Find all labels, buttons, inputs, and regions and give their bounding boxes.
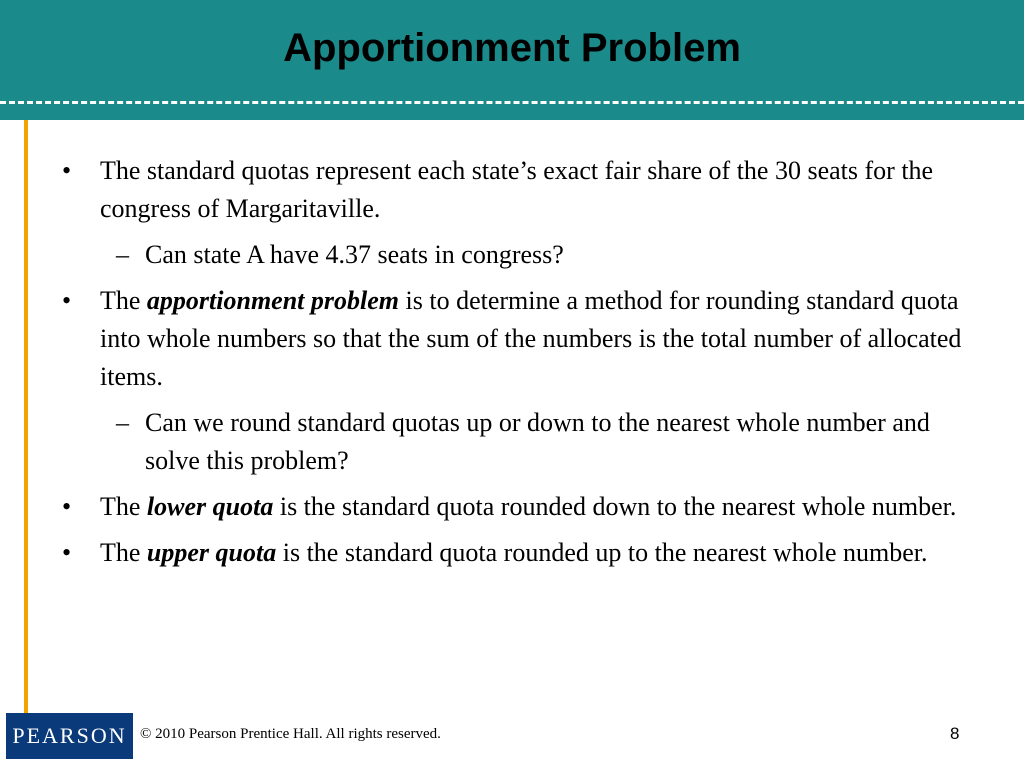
sub-bullet-text: Can state A have 4.37 seats in congress?	[145, 240, 564, 269]
logo-text: PEARSON	[12, 723, 127, 748]
bullet-apportionment-problem	[0, 282, 1024, 396]
bullet-text-lead: The	[100, 492, 147, 521]
bullet-marker: •	[62, 492, 72, 521]
term-lower-quota: lower quota	[146, 492, 274, 521]
slide-body	[0, 152, 1024, 580]
dash-marker: –	[116, 240, 129, 269]
sub-bullet-round-question	[0, 404, 1024, 480]
bullet-standard-quotas	[0, 152, 1024, 228]
copyright-notice: © 2010 Pearson Prentice Hall. All rights reserved.	[140, 726, 441, 742]
dash-marker: –	[116, 408, 129, 437]
bullet-text-lead: The	[100, 286, 147, 315]
bullet-upper-quota	[0, 534, 1024, 572]
page-number: 8	[950, 724, 960, 743]
bullet-text-rest: is the standard quota rounded down to the nearest whole number.	[273, 492, 957, 521]
bullet-marker: •	[62, 538, 72, 567]
bullet-marker: •	[62, 156, 72, 185]
bullet-text-rest: is to determine a method for rounding standard quota into whole numbers so that the sum of the numbers is the total number of allocated items.	[100, 286, 962, 391]
bullet-marker: •	[62, 286, 72, 315]
term-apportionment-problem: apportionment problem	[146, 286, 399, 315]
sub-bullet-state-a	[0, 236, 1024, 274]
slide-title: Apportionment Problem	[283, 26, 741, 70]
term-upper-quota: upper quota	[146, 538, 277, 567]
bullet-text-lead: The	[100, 538, 147, 567]
bullet-text: The standard quotas represent each state’s exact fair share of the 30 seats for the congress of Margaritaville.	[100, 156, 934, 223]
header-dashed-divider	[0, 101, 1024, 104]
bullet-text-rest: is the standard quota rounded up to the nearest whole number.	[276, 538, 928, 567]
bullet-lower-quota	[0, 488, 1024, 526]
pearson-logo	[6, 713, 133, 759]
sub-bullet-text: Can we round standard quotas up or down to the nearest whole number and solve this problem?	[145, 408, 930, 475]
slide-header	[0, 0, 1024, 120]
